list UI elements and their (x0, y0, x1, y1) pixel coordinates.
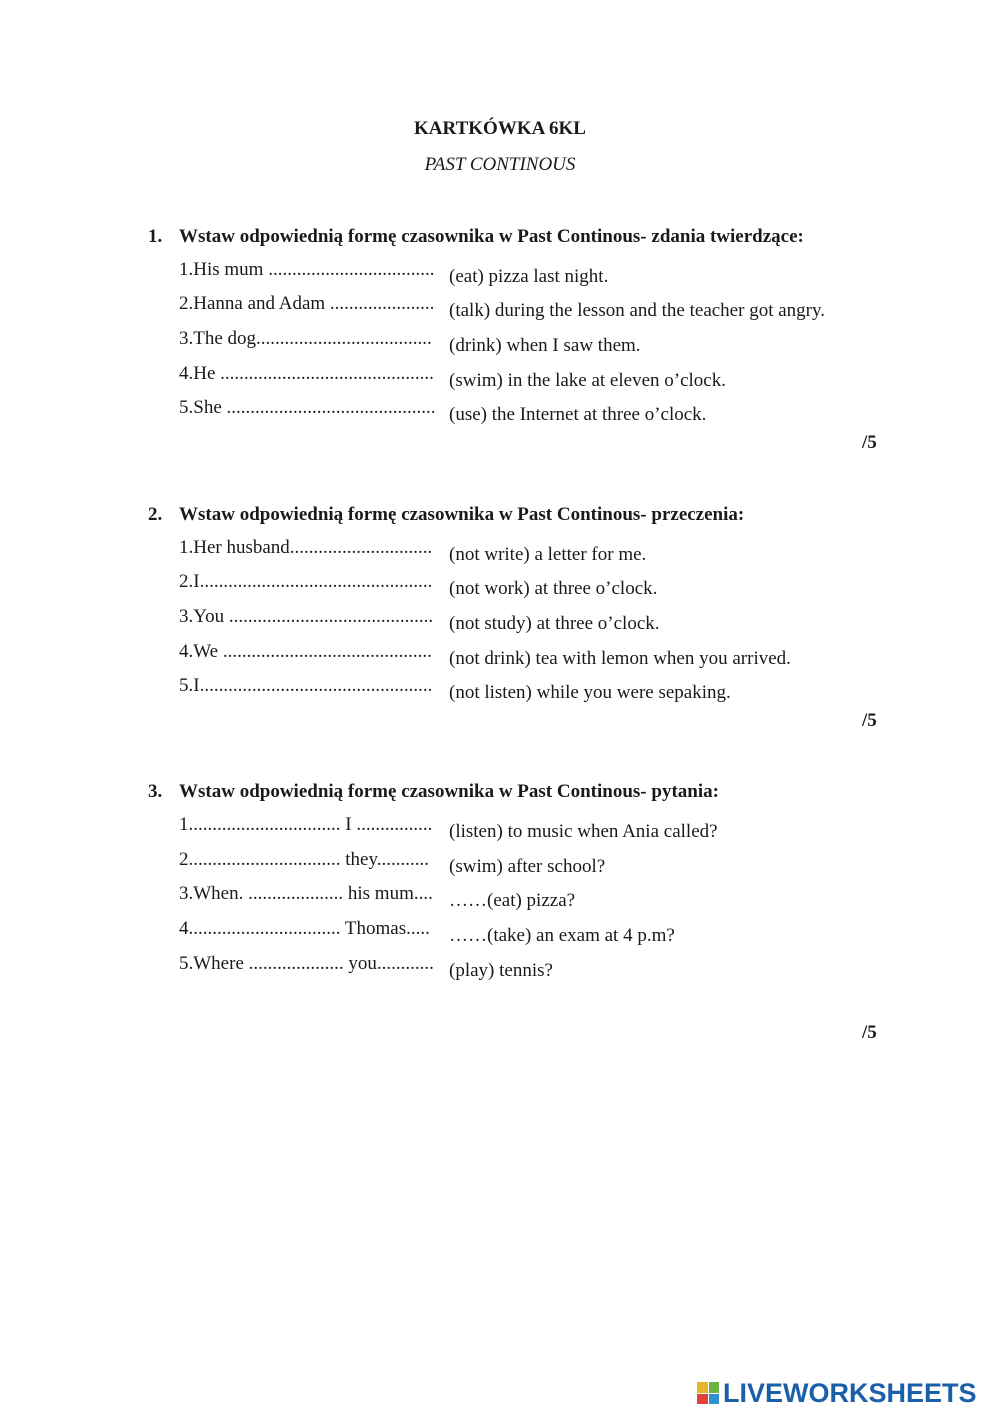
item-prompt: 5.I................................................. (179, 675, 433, 696)
item-prompt: 3.You ........................................... (179, 606, 434, 627)
item-prompt: 4.We ............................................ (179, 641, 432, 662)
exercise-number: 2. (148, 504, 163, 525)
item-verb-hint: (not drink) tea with lemon when you arrived. (449, 648, 791, 669)
item-prompt: 4................................ Thomas..... (179, 918, 430, 939)
exercise-item (179, 605, 660, 634)
item-verb-hint: ……(take) an exam at 4 p.m? (449, 925, 675, 946)
exercise-instruction: Wstaw odpowiednią formę czasownika w Past Continous- pytania: (179, 781, 719, 802)
item-prompt: 2.Hanna and Adam ...................... (179, 293, 435, 314)
exercise-item (179, 327, 641, 356)
exercise-item (179, 640, 791, 669)
item-verb-hint: (swim) after school? (449, 856, 606, 877)
item-prompt: 2.I................................................. (179, 571, 433, 592)
item-prompt: 1................................ I ................ (179, 814, 433, 835)
exercise-item (179, 848, 606, 877)
item-prompt: 4.He ............................................. (179, 363, 434, 384)
page-title: KARTKÓWKA 6KL (414, 118, 586, 139)
exercise-item (179, 396, 707, 425)
item-verb-hint: (use) the Internet at three o’clock. (449, 404, 707, 425)
exercise-heading (148, 504, 744, 526)
exercise-item (179, 813, 718, 842)
item-verb-hint: (not listen) while you were sepaking. (449, 682, 731, 703)
logo-square (697, 1394, 708, 1405)
item-verb-hint: (play) tennis? (449, 960, 553, 981)
exercise-instruction: Wstaw odpowiednią formę czasownika w Past Continous- zdania twierdzące: (179, 226, 804, 247)
item-prompt: 5.She ............................................ (179, 397, 436, 418)
logo-square (697, 1382, 708, 1393)
exercise-item (179, 952, 553, 981)
exercise-item (179, 536, 647, 565)
exercise-number: 1. (148, 226, 163, 247)
item-verb-hint: (listen) to music when Ania called? (449, 821, 718, 842)
liveworksheets-logo-icon (697, 1382, 719, 1404)
exercise-item (179, 882, 576, 911)
exercise-number: 3. (148, 781, 163, 802)
item-prompt: 3.When. .................... his mum.... (179, 883, 433, 904)
exercise-heading (148, 781, 719, 803)
score-label: /5 (862, 710, 877, 731)
score-label: /5 (862, 1022, 877, 1043)
item-verb-hint: (drink) when I saw them. (449, 335, 641, 356)
item-verb-hint: (not work) at three o’clock. (449, 578, 658, 599)
exercise-item (179, 292, 826, 321)
logo-square (709, 1382, 720, 1393)
item-verb-hint: ……(eat) pizza? (449, 890, 576, 911)
logo-square (709, 1394, 720, 1405)
item-verb-hint: (eat) pizza last night. (449, 266, 609, 287)
item-prompt: 5.Where .................... you............ (179, 953, 434, 974)
exercise-item (179, 917, 675, 946)
item-verb-hint: (talk) during the lesson and the teacher got angry. (449, 300, 826, 321)
item-prompt: 1.His mum ................................... (179, 259, 435, 280)
item-prompt: 1.Her husband.............................. (179, 537, 433, 558)
exercise-heading (148, 226, 804, 248)
page-subtitle: PAST CONTINOUS (424, 154, 576, 175)
exercise-item (179, 258, 609, 287)
logo-text: LIVEWORKSHEETS (723, 1377, 977, 1408)
exercise-item (179, 362, 726, 391)
item-verb-hint: (not study) at three o’clock. (449, 613, 660, 634)
item-prompt: 3.The dog..................................... (179, 328, 432, 349)
exercise-instruction: Wstaw odpowiednią formę czasownika w Past Continous- przeczenia: (179, 504, 745, 525)
item-verb-hint: (swim) in the lake at eleven o’clock. (449, 370, 726, 391)
item-prompt: 2................................ they........... (179, 849, 429, 870)
score-label: /5 (862, 432, 877, 453)
exercise-item (179, 570, 658, 599)
liveworksheets-logo[interactable] (697, 1378, 977, 1408)
exercise-item (179, 674, 731, 703)
item-verb-hint: (not write) a letter for me. (449, 544, 647, 565)
